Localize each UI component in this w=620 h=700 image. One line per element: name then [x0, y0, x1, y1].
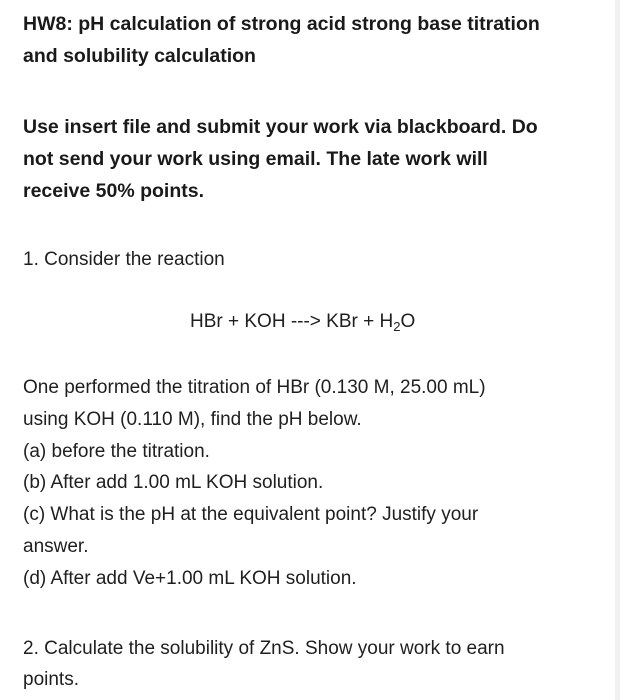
scrollbar-track[interactable]	[615, 0, 620, 700]
notice-line-1: Use insert file and submit your work via blackboard. Do	[23, 116, 538, 138]
question-2-line-2: points.	[23, 669, 79, 691]
question-1-intro: 1. Consider the reaction	[23, 249, 225, 270]
problem-part-c-cont: answer.	[23, 535, 89, 557]
equation-subscript: 2	[393, 319, 401, 334]
problem-line-statement-cont: using KOH (0.110 M), find the pH below.	[23, 408, 362, 430]
problem-part-a: (a) before the titration.	[23, 440, 210, 462]
equation-left: HBr + KOH ---> KBr + H	[190, 311, 394, 332]
equation-right: O	[400, 311, 416, 332]
question-2-line-1: 2. Calculate the solubility of ZnS. Show your work to earn	[23, 637, 505, 659]
notice-line-2: not send your work using email. The late work will	[23, 148, 488, 170]
question-2	[23, 633, 603, 696]
notice-line-3: receive 50% points.	[23, 180, 205, 202]
homework-document	[23, 8, 603, 696]
problem-part-b: (b) After add 1.00 mL KOH solution.	[23, 472, 324, 494]
reaction-equation	[23, 307, 603, 337]
problem-part-c: (c) What is the pH at the equivalent point? Justify your	[23, 504, 479, 526]
assignment-title	[23, 8, 603, 72]
title-line-2: and solubility calculation	[23, 45, 256, 67]
title-line-1: HW8: pH calculation of strong acid strong base titration	[23, 13, 540, 35]
question-1-body	[23, 372, 603, 595]
problem-part-d: (d) After add Ve+1.00 mL KOH solution.	[23, 567, 357, 589]
problem-line-statement: One performed the titration of HBr (0.130 M, 25.00 mL)	[23, 377, 486, 398]
submission-notice	[23, 111, 603, 207]
